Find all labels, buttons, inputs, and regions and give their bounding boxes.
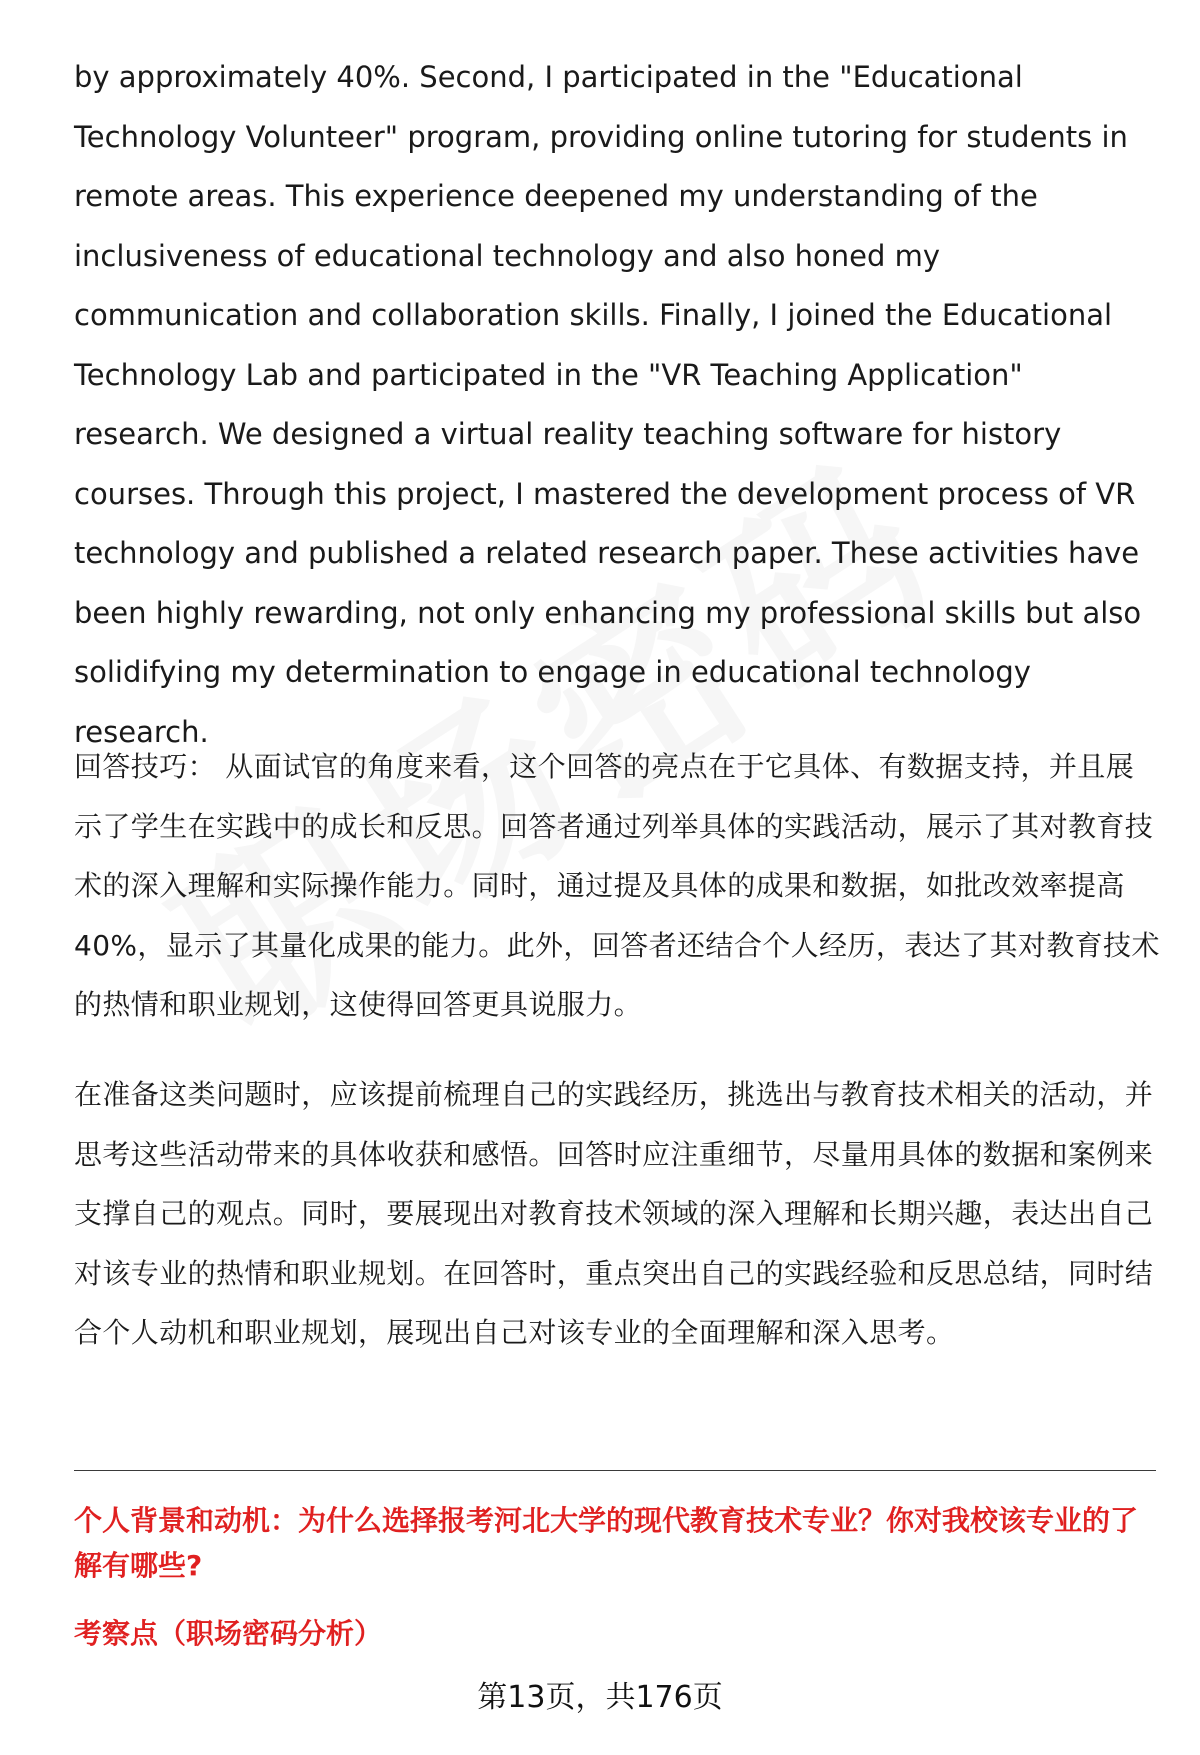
answer-tips-paragraph: 回答技巧： 从面试官的角度来看，这个回答的亮点在于它具体、有数据支持，并且展示了学生在实践中的成长和反思。回答者通过列举具体的实践活动，展示了其对教育技术的深入理解和实际操作能力。同时，通过提及具体的成果和数据，如批改效率提高40%，显示了其量化成果的能力。此外，回答者还结合个人经历，表达了其对教育技术的热情和职业规划，这使得回答更具说服力。 (74, 750, 1160, 1021)
section-divider (74, 1470, 1156, 1471)
page-number: 第13页，共176页 (477, 1680, 723, 1715)
assessment-points-heading: 考察点（职场密码分析） (74, 1617, 383, 1650)
english-paragraph: by approximately 40%. Second, I participated in the "Educational Technology Volunteer" program, providing online tutoring for students in remote areas. This experience deepened my understanding of the inclusiveness of educational technology and also honed my communication and collaboration skills. Finally, I joined the Educational Technology Lab and participated in the "VR Teaching Application" research. We designed a virtual reality teaching software for history courses. Through this project, I mastered the development process of VR technology and published a related research paper. These activities have been highly rewarding, not only enhancing my professional skills but also solidifying my determination to engage in educational technology research. (74, 60, 1142, 749)
next-question-heading: 个人背景和动机：为什么选择报考河北大学的现代教育技术专业？你对我校该专业的了解有哪些? (74, 1504, 1139, 1582)
preparation-paragraph: 在准备这类问题时，应该提前梳理自己的实践经历，挑选出与教育技术相关的活动，并思考这些活动带来的具体收获和感悟。回答时应注重细节，尽量用具体的数据和案例来支撑自己的观点。同时，要展现出对教育技术领域的深入理解和长期兴趣，表达出自己对该专业的热情和职业规划。在回答时，重点突出自己的实践经验和反思总结，同时结合个人动机和职业规划，展现出自己对该专业的全面理解和深入思考。 (74, 1078, 1154, 1349)
